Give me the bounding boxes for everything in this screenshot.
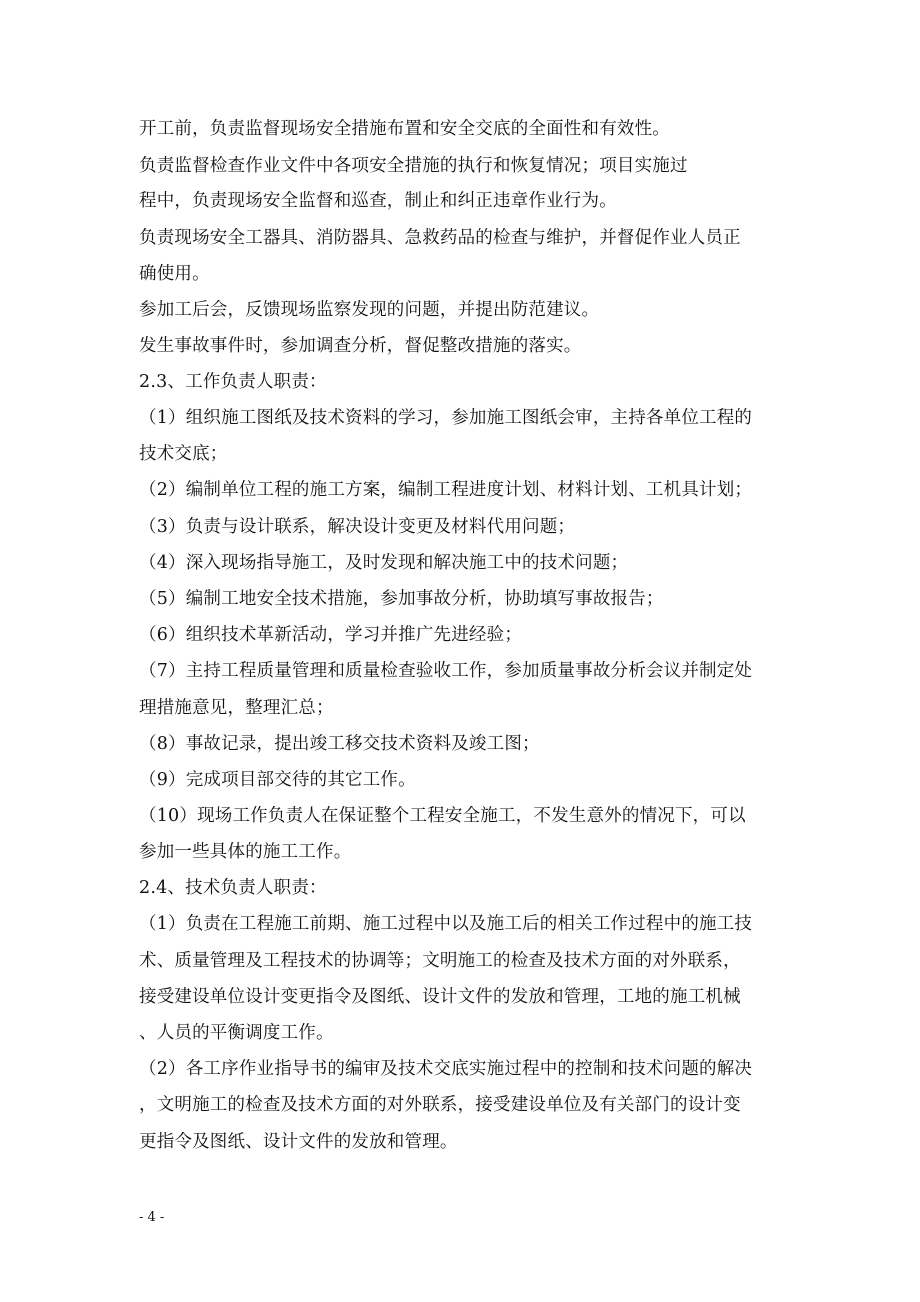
text-line: （3）负责与设计联系，解决设计变更及材料代用问题； — [139, 517, 576, 537]
text-line: （9）完成项目部交待的其它工作。 — [139, 770, 416, 790]
text-line: 、人员的平衡调度工作。 — [139, 1023, 334, 1043]
text-line: （5）编制工地安全技术措施，参加事故分析，协助填写事故报告； — [139, 589, 664, 609]
text-line: 确使用。 — [139, 264, 210, 284]
text-line: ，文明施工的检查及技术方面的对外联系，接受建设单位及有关部门的设计变 — [139, 1095, 741, 1115]
text-line: （7）主持工程质量管理和质量检查验收工作，参加质量事故分析会议并制定处 — [139, 661, 753, 681]
text-line: 接受建设单位设计变更指令及图纸、设计文件的发放和管理，工地的施工机械 — [139, 987, 741, 1007]
text-line: （1）组织施工图纸及技术资料的学习，参加施工图纸会审，主持各单位工程的 — [139, 408, 753, 428]
text-line: 更指令及图纸、设计文件的发放和管理。 — [139, 1132, 458, 1152]
text-line: （4）深入现场指导施工，及时发现和解决施工中的技术问题； — [139, 553, 629, 573]
text-line: 开工前，负责监督现场安全措施布置和安全交底的全面性和有效性。 — [139, 119, 670, 139]
text-line: 参加一些具体的施工工作。 — [139, 842, 352, 862]
text-line: 发生事故事件时，参加调查分析，督促整改措施的落实。 — [139, 336, 582, 356]
text-line: （1）负责在工程施工前期、施工过程中以及施工后的相关工作过程中的施工技 — [139, 914, 753, 934]
page-number: - 4 - — [139, 1210, 165, 1225]
section-heading: 2.4、技术负责人职责： — [139, 878, 327, 898]
text-line: 程中，负责现场安全监督和巡查，制止和纠正违章作业行为。 — [139, 191, 617, 211]
text-line: 理措施意见，整理汇总； — [139, 698, 334, 718]
text-line: 技术交底； — [139, 444, 228, 464]
text-line: 术、质量管理及工程技术的协调等；文明施工的检查及技术方面的对外联系， — [139, 951, 741, 971]
text-line: （6）组织技术革新活动，学习并推广先进经验； — [139, 625, 523, 645]
text-line: （8）事故记录，提出竣工移交技术资料及竣工图； — [139, 734, 540, 754]
text-line: 参加工后会，反馈现场监察发现的问题，并提出防范建议。 — [139, 300, 600, 320]
text-line: 负责监督检查作业文件中各项安全措施的执行和恢复情况；项目实施过 — [139, 156, 688, 176]
text-line: （10）现场工作负责人在保证整个工程安全施工，不发生意外的情况下，可以 — [139, 806, 746, 826]
section-heading: 2.3、工作负责人职责： — [139, 372, 327, 392]
text-line: 负责现场安全工器具、消防器具、急救药品的检查与维护，并督促作业人员正 — [139, 228, 741, 248]
text-line: （2）编制单位工程的施工方案，编制工程进度计划、材料计划、工机具计划； — [139, 480, 753, 500]
text-line: （2）各工序作业指导书的编审及技术交底实施过程中的控制和技术问题的解决 — [139, 1059, 753, 1079]
